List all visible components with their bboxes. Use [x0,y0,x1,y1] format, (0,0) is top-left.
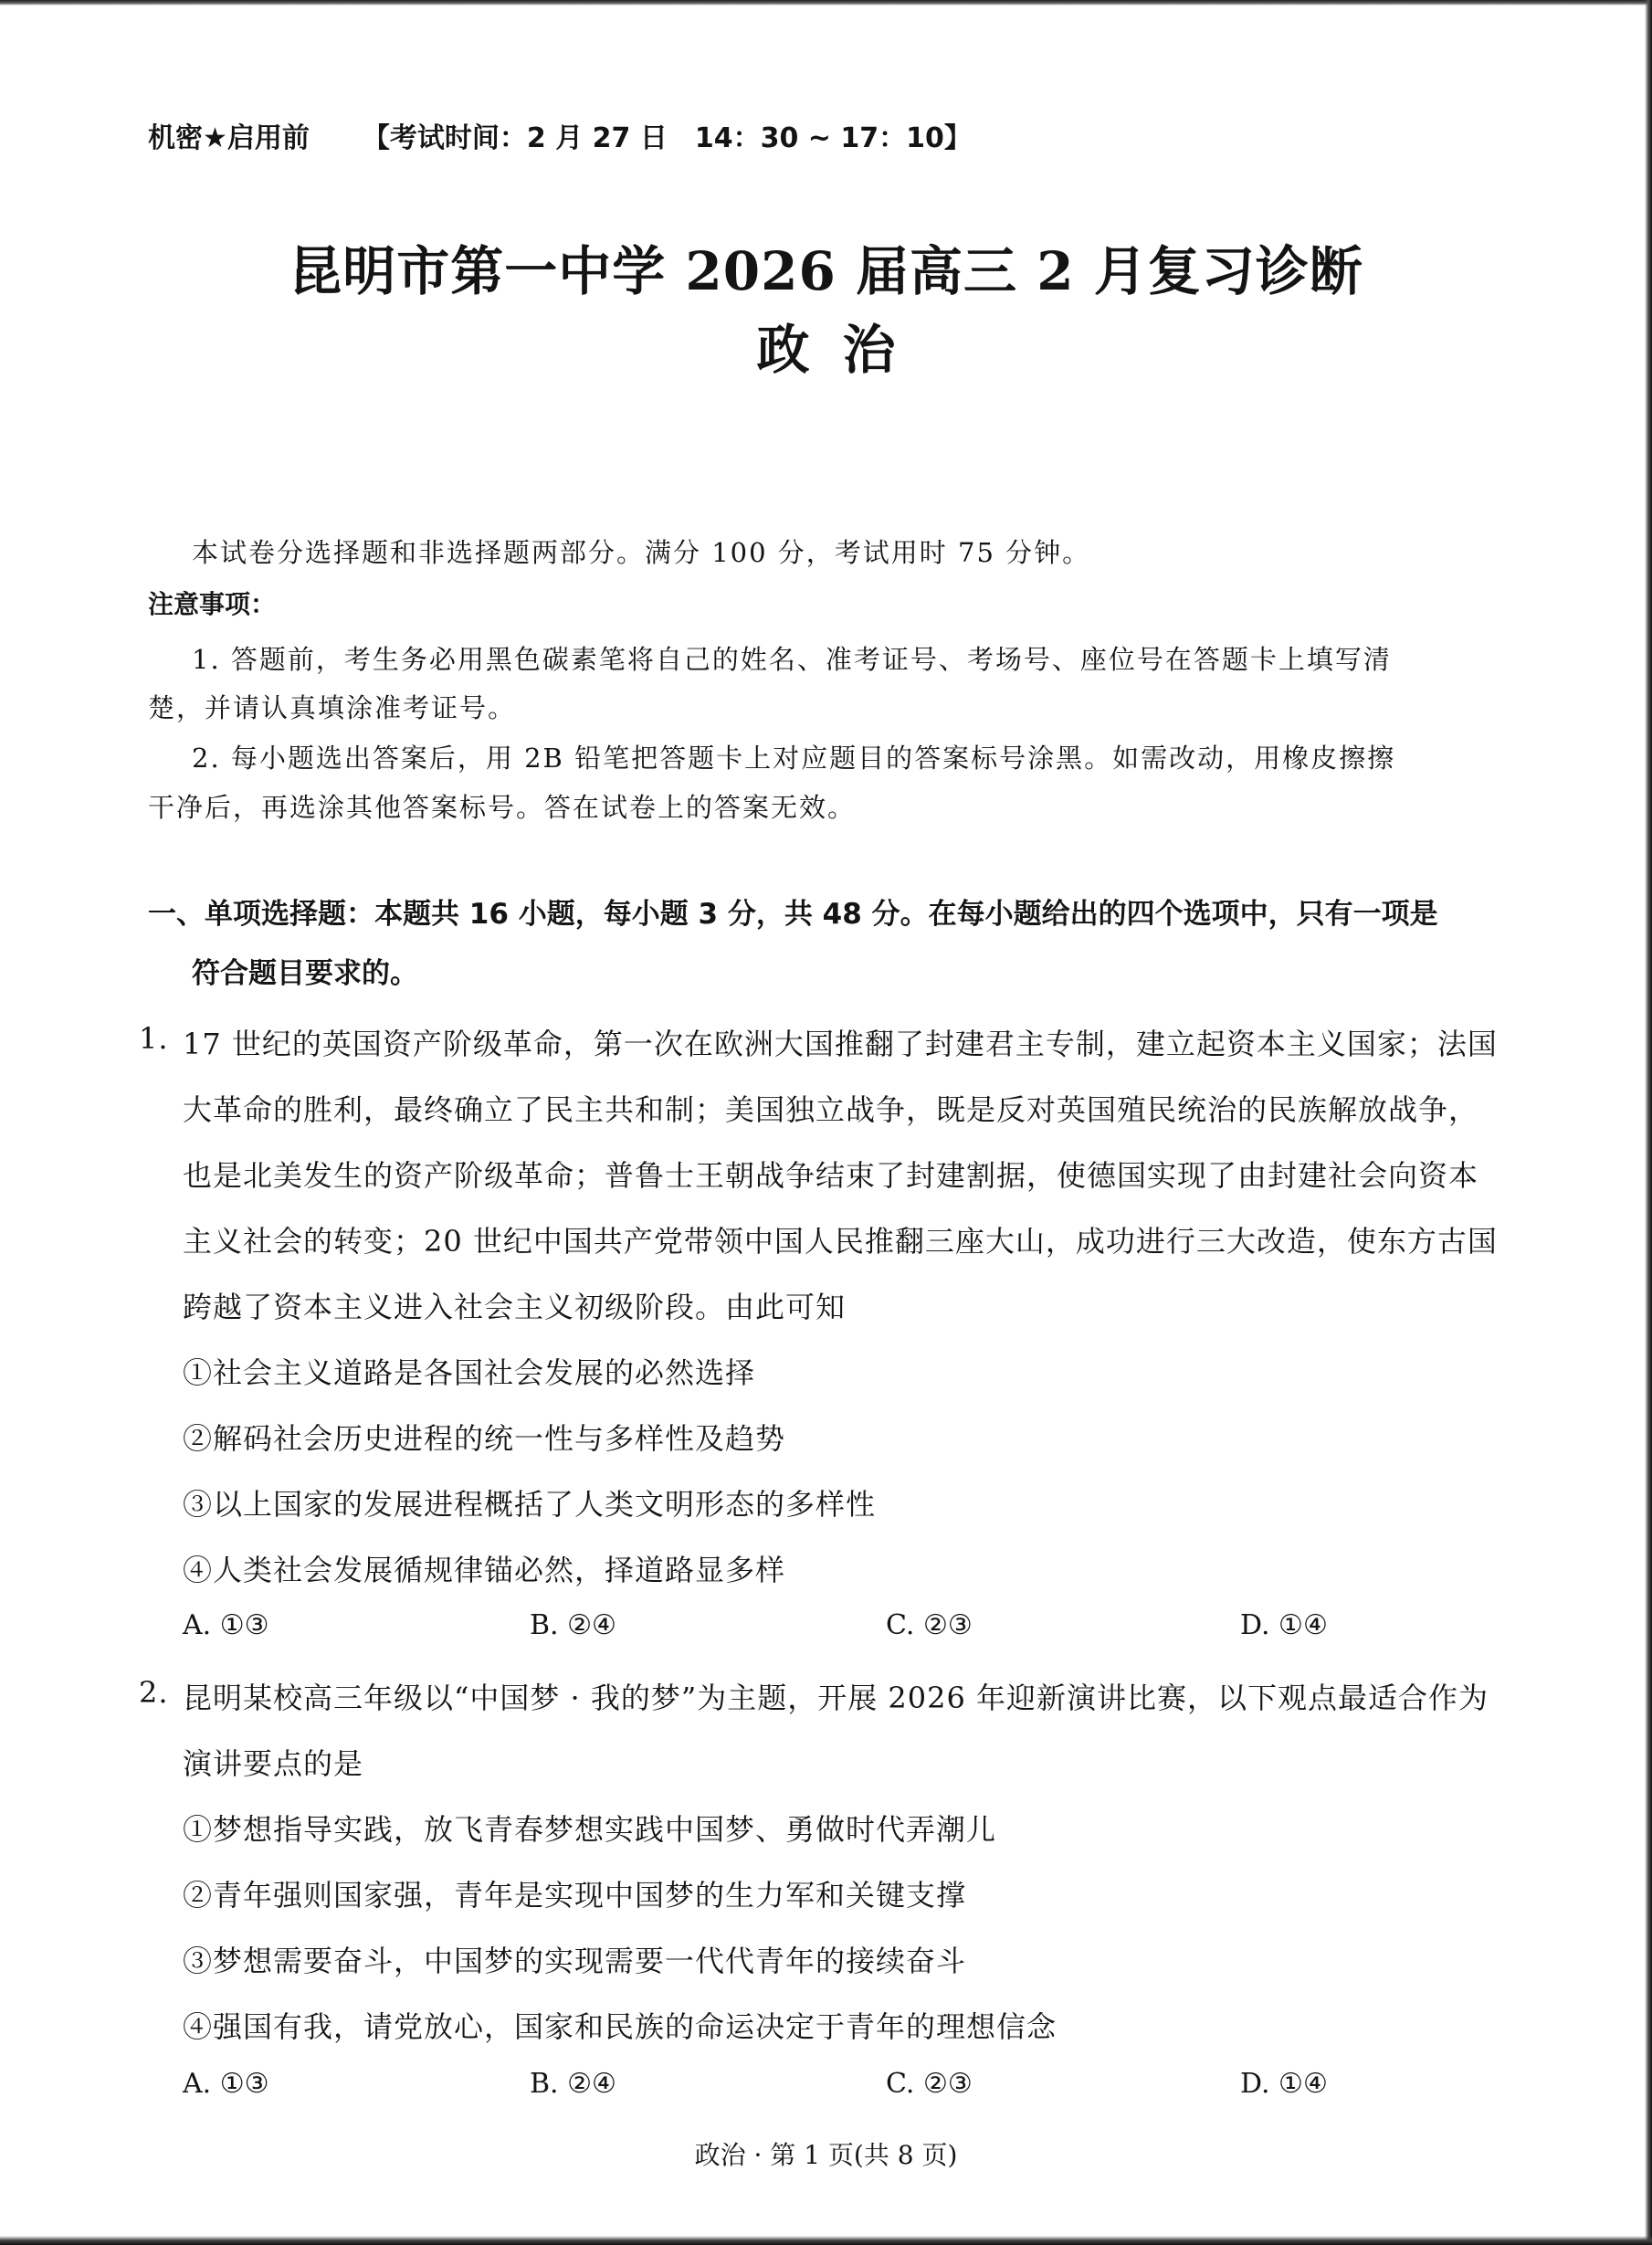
page-footer: 政治 · 第 1 页(共 8 页) [694,2140,958,2170]
exam-header [148,115,972,155]
statement-2: ②解码社会历史进程的统一性与多样性及趋势 [183,1421,786,1456]
question-stem-line: 17 世纪的英国资产阶级革命，第一次在欧洲大国推翻了封建君主专制，建立起资本主义国家；法国 [183,1027,1498,1061]
notice-item-2-line-2: 干净后，再选涂其他答案标号。答在试卷上的答案无效。 [148,792,857,823]
question-stem-line: 大革命的胜利，最终确立了民主共和制；美国独立战争，既是反对英国殖民统治的民族解放战争， [183,1092,1479,1127]
option-b: B. ②④ [530,2068,616,2100]
section-heading-line-2: 符合题目要求的。 [192,957,418,990]
question-stem-line: 昆明某校高三年级以“中国梦 · 我的梦”为主题，开展 2026 年迎新演讲比赛，以下观点最适合作为 [183,1681,1489,1715]
notice-item-2-line-1: 2. 每小题选出答案后，用 2B 铅笔把答题卡上对应题目的答案标号涂黑。如需改动，用橡皮擦擦 [192,743,1396,774]
option-d: D. ①④ [1240,2068,1328,2100]
scan-edge-top [0,0,1652,5]
question-number: 1. [139,1021,169,1056]
statement-1: ①梦想指导实践，放飞青春梦想实践中国梦、勇做时代弄潮儿 [183,1812,997,1847]
exam-subject: 政治 [756,319,929,381]
option-b: B. ②④ [530,1609,616,1641]
option-c: C. ②③ [886,2068,973,2100]
statement-4: ④人类社会发展循规律锚必然，择道路显多样 [183,1553,786,1587]
question-number: 2. [139,1675,169,1710]
notice-item-1-line-2: 楚，并请认真填涂准考证号。 [148,692,517,723]
intro-text: 本试卷分选择题和非选择题两部分。满分 100 分，考试用时 75 分钟。 [192,537,1091,568]
exam-title: 昆明市第一中学 2026 届高三 2 月复习诊断 [289,240,1363,302]
option-c: C. ②③ [886,1609,973,1641]
section-heading-line-1: 一、单项选择题：本题共 16 小题，每小题 3 分，共 48 分。在每小题给出的四个选项中，只有一项是 [148,898,1438,931]
exam-time: 【考试时间：2 月 27 日 14：30 ~ 17：10】 [362,122,972,154]
option-a: A. ①③ [183,1609,269,1641]
option-a: A. ①③ [183,2068,269,2100]
option-d: D. ①④ [1240,1609,1328,1641]
statement-3: ③梦想需要奋斗，中国梦的实现需要一代代青年的接续奋斗 [183,1944,967,1978]
statement-1: ①社会主义道路是各国社会发展的必然选择 [183,1355,756,1390]
confidentiality-label: 机密★启用前 [148,122,310,154]
notice-heading: 注意事项： [148,589,277,619]
statement-2: ②青年强则国家强，青年是实现中国梦的生力军和关键支撑 [183,1878,967,1913]
question-stem-line: 跨越了资本主义进入社会主义初级阶段。由此可知 [183,1290,847,1324]
notice-item-1-line-1: 1. 答题前，考生务必用黑色碳素笔将自己的姓名、准考证号、考场号、座位号在答题卡上填写清 [192,644,1392,675]
statement-3: ③以上国家的发展进程概括了人类文明形态的多样性 [183,1487,877,1522]
question-stem-line: 演讲要点的是 [183,1746,364,1781]
scan-edge-bottom [0,2236,1652,2245]
question-stem-line: 主义社会的转变；20 世纪中国共产党带领中国人民推翻三座大山，成功进行三大改造，使东方古国 [183,1224,1498,1259]
statement-4: ④强国有我，请党放心，国家和民族的命运决定于青年的理想信念 [183,2009,1057,2044]
question-stem-line: 也是北美发生的资产阶级革命；普鲁士王朝战争结束了封建割据，使德国实现了由封建社会向资本 [183,1158,1479,1193]
